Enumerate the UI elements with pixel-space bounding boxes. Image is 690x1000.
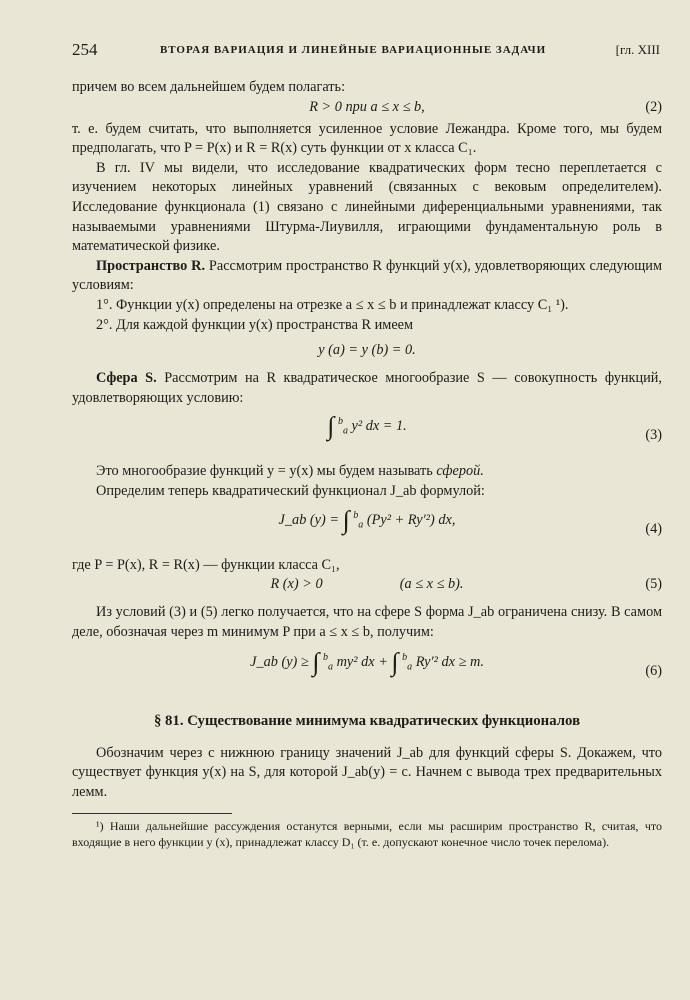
lower-limit: a [328,661,334,673]
paragraph: Сфера S. Рассмотрим на R квадратическое многообразие S — совокупность функций, удовлетворяющих условию: [72,370,662,406]
boundary-conditions: y (a) = y (b) = 0. [318,342,416,359]
paragraph: В гл. IV мы видели, что исследование квадратических форм тесно переплетается с изучением некоторых линейных уравнений (связанных с вековым определителем). Исследование функционала (1) связано с линейными диференциальными уравнениями, так называемыми уравнениями Штурма-Лиувилля, играющими фундаментальную роль в математической физике. [72,159,662,255]
equation-4: J_ab (y) = ∫ $^b_a$ (Py² + Ry′²) dx, (4) [72,506,662,556]
equation-number: (4) [645,520,662,537]
paragraph: где P = P(x), R = R(x) — функции класса C₁, [72,556,340,573]
paragraph: причем во всем дальнейшем будем полагать: [72,79,346,95]
paragraph: Это многообразие функций y = y(x) мы будем называть сферой. [96,463,484,480]
equation-6: J_ab (y) ≥ ∫ $^b_a$ my² dx + ∫ $^b_a$ Ry′² dx ≥ m. (6) [72,648,662,698]
paragraph: Из условий (3) и (5) легко получается, что на сфере S форма J_ab ограничена снизу. В самом деле, обозначая через m минимум P при a ≤ x ≤ b, получим: [72,604,662,640]
term-heading: Пространство R. [96,257,206,274]
equation-5: R (x) > 0 (a ≤ x ≤ b). (5) [72,575,662,597]
integral-sign: ∫ [327,412,335,441]
equation-number: (2) [645,98,662,115]
section-title: § 81. Существование минимума квадратических функционалов [153,713,581,730]
paragraph: 2°. Для каждой функции y(x) пространства R имеем [96,316,414,333]
term-heading: Сфера S. [96,370,157,387]
paragraph: Пространство R. Рассмотрим пространство R функций y(x), удовлетворяющих следующим условиям: [72,257,663,294]
integral-sign: ∫ [342,505,350,535]
equation-number: (5) [645,576,662,593]
paragraph: 1°. Функции y(x) определены на отрезке a ≤ x ≤ b и принадлежат классу C₁ ¹). [96,296,569,313]
integral-sign: ∫ [312,647,320,677]
integral-sign: ∫ [391,647,399,677]
upper-limit: b [353,509,359,521]
lower-limit: a [358,519,364,531]
lower-limit: a [342,425,348,437]
equation-number: (6) [645,663,662,680]
upper-limit: b [323,652,329,664]
equation-2: R > 0 при a ≤ x ≤ b, (2) [72,98,662,120]
running-title: ВТОРАЯ ВАРИАЦИЯ И ЛИНЕЙНЫЕ ВАРИАЦИОННЫЕ ЗАДАЧИ [160,44,547,56]
footnote-divider [72,813,232,814]
paragraph: Обозначим через c нижнюю границу значений J_ab для функций сферы S. Докажем, что существует функция y(x) на S, для которой J_ab(y) = c. Начнем с вывода трех предварительных лемм. [72,744,662,801]
lower-limit: a [407,661,413,673]
upper-limit: b [402,652,408,664]
equation-number: (3) [645,427,662,444]
paragraph: Определим теперь квадратический функционал J_ab формулой: [96,482,485,499]
paragraph: т. е. будем считать, что выполняется усиленное условие Лежандра. Кроме того, мы будем предполагать, что P = P(x) и R = R(x) суть функции от x класса C₁. [72,120,662,157]
page-body [72,78,662,850]
equation-3: ∫ $^b_a$ y² dx = 1. (3) [72,412,662,462]
page-number: 254 [72,40,98,59]
running-header [72,40,660,64]
chapter-label: [гл. XIII [615,42,660,57]
upper-limit: b [337,416,343,428]
footnote: ¹) Наши дальнейшие рассуждения останутся верными, если мы расширим пространство R, считая, что входящие в него функции y (x), принадлежат классу D₁ (т. е. допускают конечное число точек перелома). [72,818,662,849]
